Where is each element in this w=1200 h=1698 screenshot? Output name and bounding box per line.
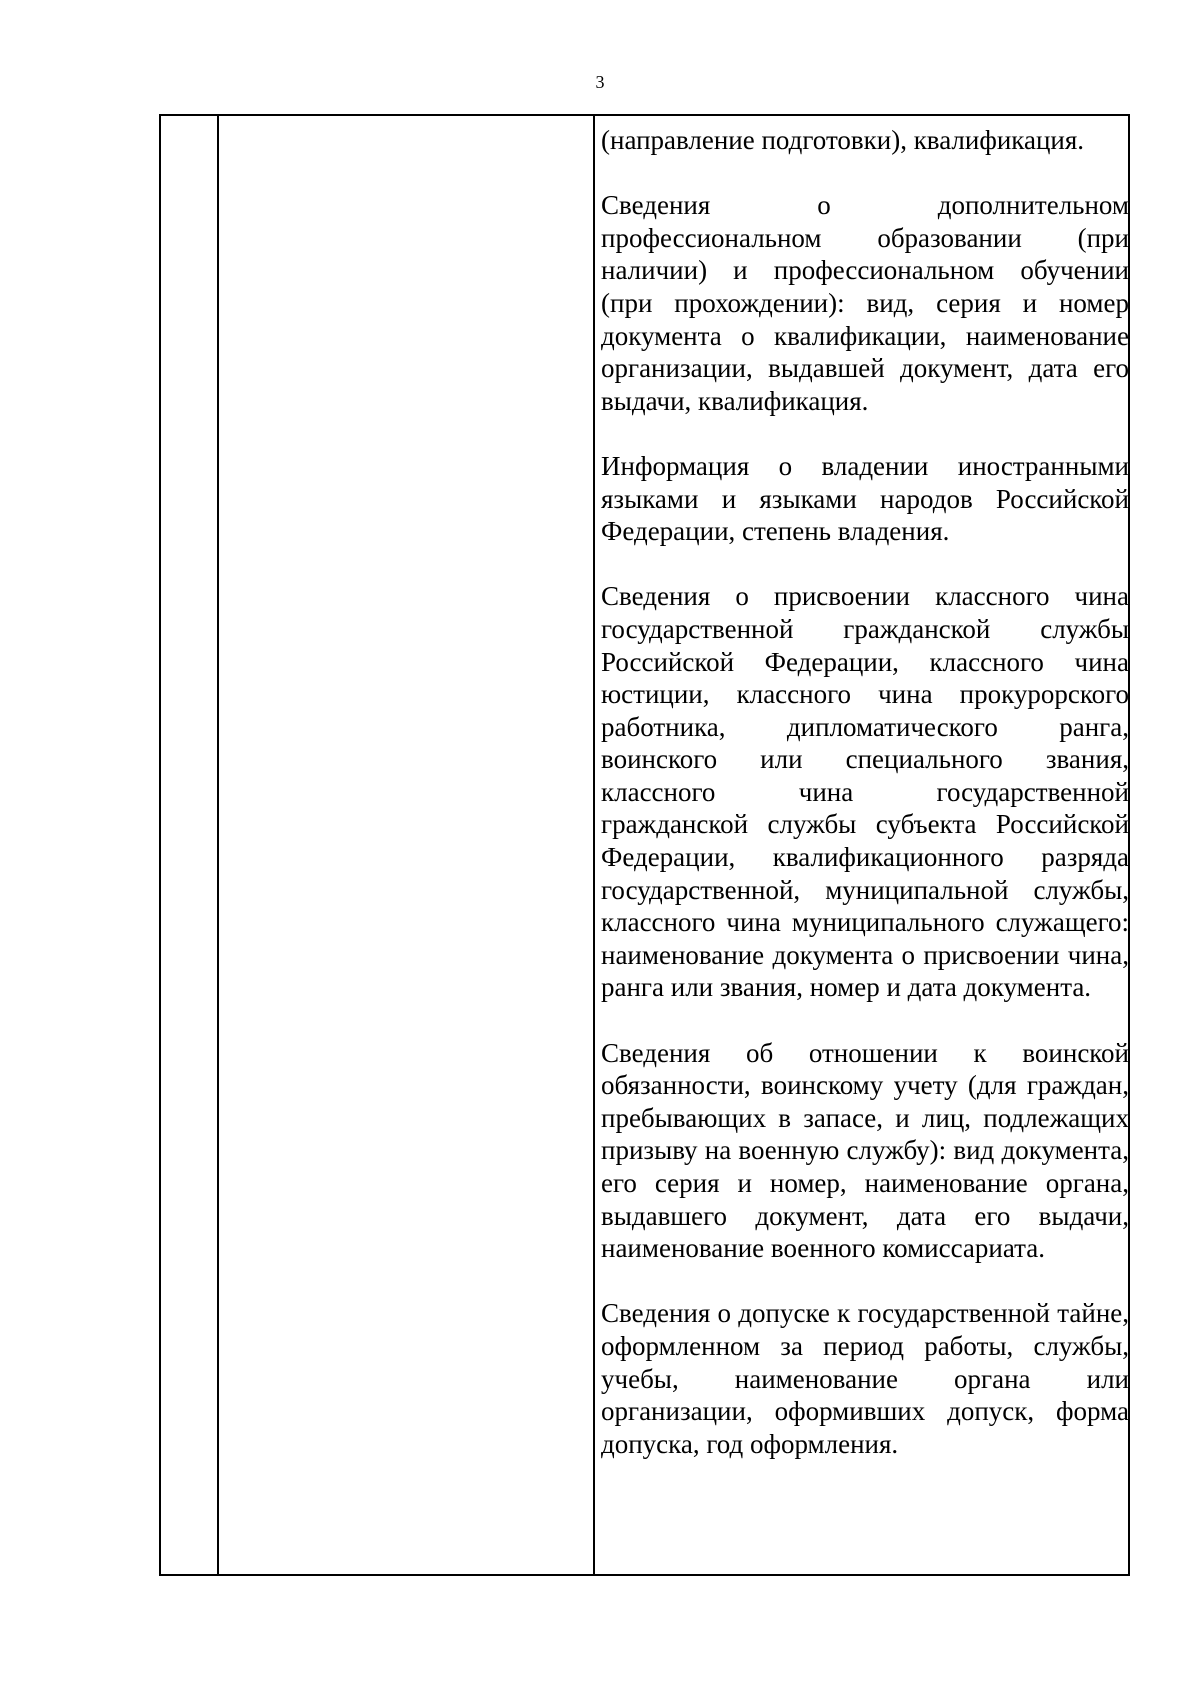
- paragraph-specialty-qualification: (направление подготовки), квалификация.: [601, 125, 1085, 155]
- paragraph-class-rank: Сведения о присвоении классного чина государственной гражданской службы Российской Федерации, классного чина юстиции, классного чина прокурорского работника, дипломатического ранга, воинского или специального звания, классного чина государственной гражданской службы субъекта Российской Федерации, квалификационного разряда государственной, муниципальной службы, классного чина муниципального служащего: наименование документа о присвоении чина, ранга или звания, номер и дата документа.: [601, 581, 1129, 1003]
- paragraph-military-duty: Сведения об отношении к воинской обязанности, воинскому учету (для граждан, пребывающих в запасе, и лиц, подлежащих призыву на военную службу): вид документа, его серия и номер, наименование органа, выдавшего документ, дата его выдачи, наименование военного комиссариата.: [601, 1037, 1129, 1264]
- document-table: [159, 114, 1130, 1576]
- paragraph-languages: Информация о владении иностранными языками и языками народов Российской Федерации, степень владения.: [601, 450, 1129, 547]
- table-content-cell: [601, 124, 1129, 1493]
- paragraph-additional-education: Сведения о дополнительном профессиональном образовании (при наличии) и профессиональном обучении (при прохождении): вид, серия и номер документа о квалификации, наименование организации, выдавшей документ, дата его выдачи, квалификация.: [601, 190, 1129, 416]
- paragraph-state-secret-clearance: Сведения о допуске к государственной тайне, оформленном за период работы, службы, учебы, наименование органа или организации, оформивших допуск, форма допуска, год оформления.: [601, 1298, 1129, 1459]
- table-column-divider: [593, 116, 595, 1574]
- table-column-divider: [217, 116, 219, 1574]
- page-number: 3: [595, 72, 605, 92]
